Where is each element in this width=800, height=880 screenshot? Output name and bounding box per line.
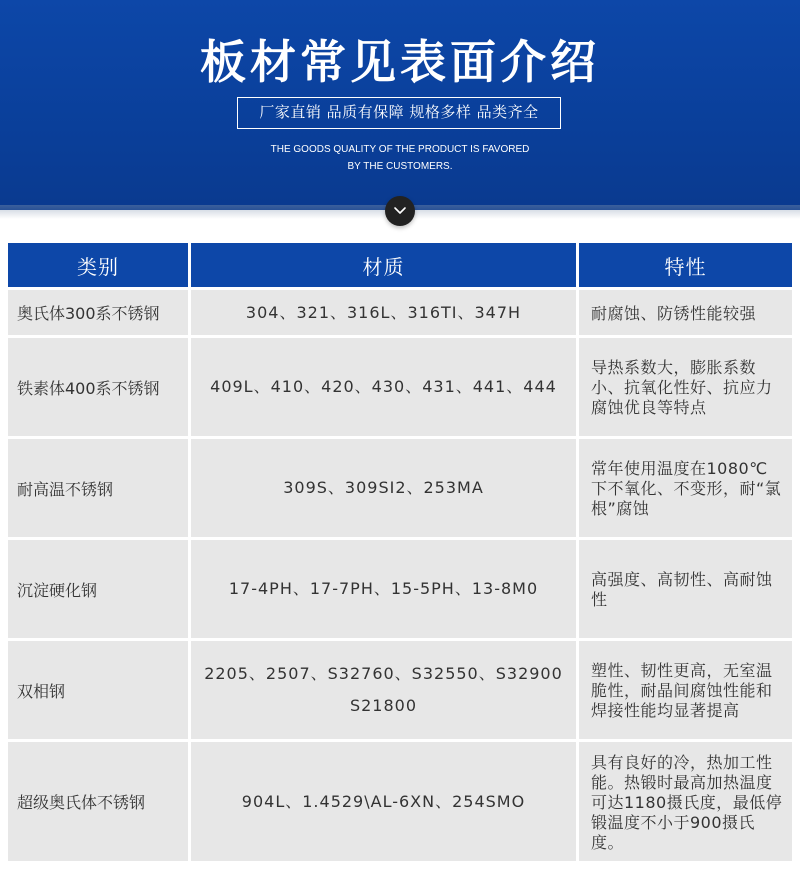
property-cell: 耐腐蚀、防锈性能较强 bbox=[579, 290, 792, 338]
material-cell: 309S、309SI2、253MA bbox=[191, 439, 579, 540]
material-cell: 409L、410、420、430、431、441、444 bbox=[191, 338, 579, 439]
chevron-down-icon bbox=[393, 205, 407, 217]
material-cell: 904L、1.4529\AL-6XN、254SMO bbox=[191, 742, 579, 864]
material-cell: 304、321、316L、316TI、347H bbox=[191, 290, 579, 338]
page-title: 板材常见表面介绍 bbox=[200, 35, 600, 89]
table-row bbox=[8, 439, 792, 540]
material-cell: 17-4PH、17-7PH、15-5PH、13-8M0 bbox=[191, 540, 579, 641]
property-cell: 具有良好的冷，热加工性能。热锻时最高加热温度可达1180摄氏度，最低停锻温度不小于900摄氏度。 bbox=[579, 742, 792, 864]
column-header-category: 类别 bbox=[8, 243, 191, 290]
scroll-down-button[interactable] bbox=[385, 196, 415, 226]
material-cell: 2205、2507、S32760、S32550、S32900 S21800 bbox=[191, 641, 579, 742]
property-cell: 塑性、韧性更高，无室温脆性，耐晶间腐蚀性能和焊接性能均显著提高 bbox=[579, 641, 792, 742]
column-header-property: 特性 bbox=[579, 243, 792, 290]
material-table bbox=[8, 243, 792, 864]
property-cell: 高强度、高韧性、高耐蚀性 bbox=[579, 540, 792, 641]
table-row bbox=[8, 290, 792, 338]
table-header-row bbox=[8, 243, 792, 290]
category-cell: 铁素体400系不锈钢 bbox=[8, 338, 191, 439]
property-cell: 导热系数大，膨胀系数小、抗氧化性好、抗应力腐蚀优良等特点 bbox=[579, 338, 792, 439]
category-cell: 双相钢 bbox=[8, 641, 191, 742]
category-cell: 奥氏体300系不锈钢 bbox=[8, 290, 191, 338]
property-cell: 常年使用温度在1080℃下不氧化、不变形，耐“氯根”腐蚀 bbox=[579, 439, 792, 540]
category-cell: 沉淀硬化钢 bbox=[8, 540, 191, 641]
table-row bbox=[8, 540, 792, 641]
category-cell: 超级奥氏体不锈钢 bbox=[8, 742, 191, 864]
english-slogan-line-2: BY THE CUSTOMERS. bbox=[347, 161, 453, 172]
column-header-material: 材质 bbox=[191, 243, 579, 290]
table-row bbox=[8, 742, 792, 864]
table-row bbox=[8, 641, 792, 742]
header-banner bbox=[0, 0, 800, 210]
category-cell: 耐高温不锈钢 bbox=[8, 439, 191, 540]
english-slogan-line-1: THE GOODS QUALITY OF THE PRODUCT IS FAVORED bbox=[270, 144, 530, 155]
tagline-box: 厂家直销 品质有保障 规格多样 品类齐全 bbox=[237, 97, 561, 129]
table-row bbox=[8, 338, 792, 439]
